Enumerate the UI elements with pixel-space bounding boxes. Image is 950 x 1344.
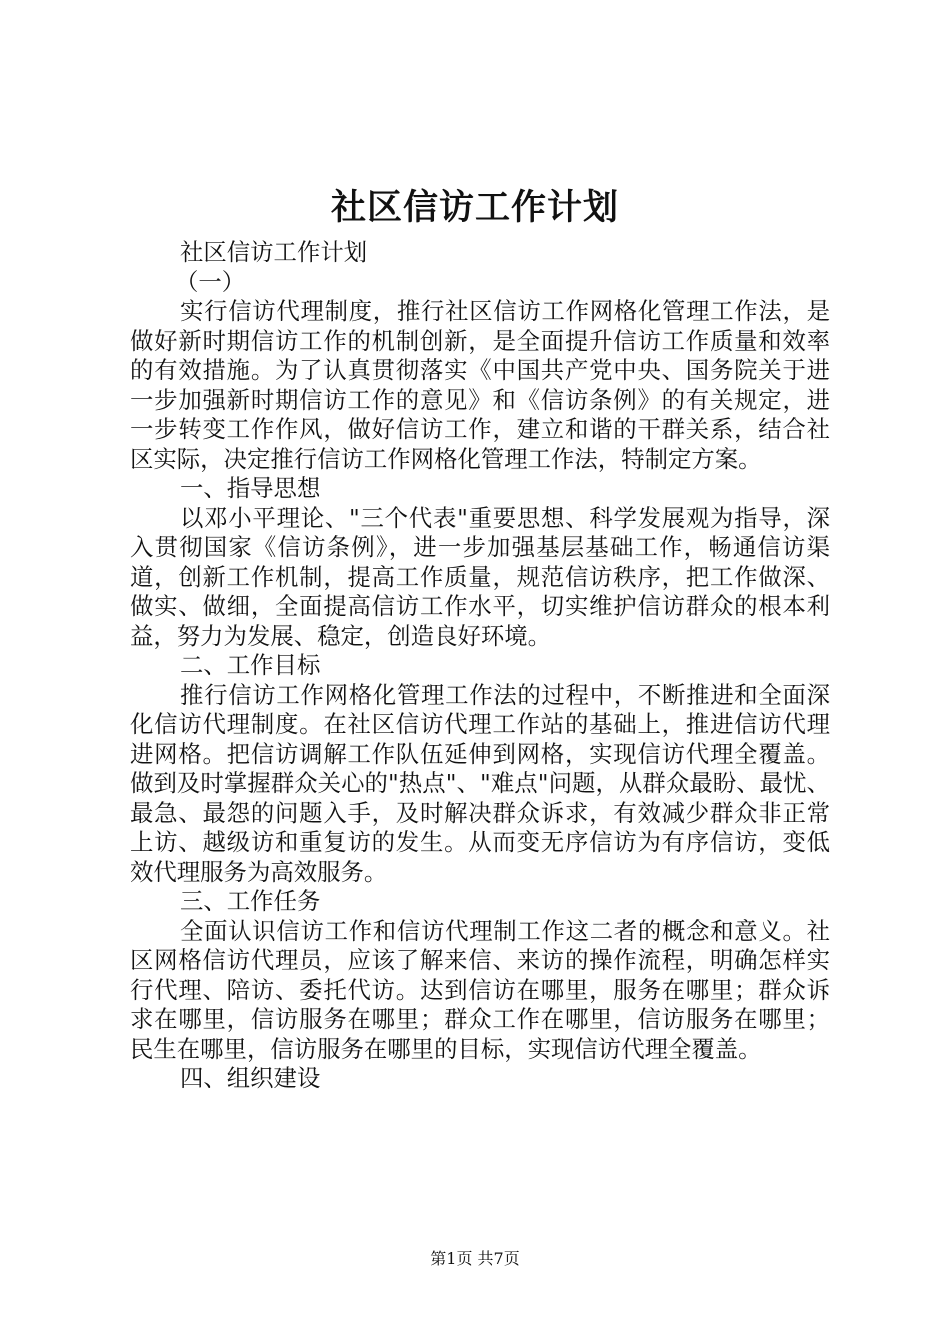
document-body	[130, 238, 830, 1094]
document-subtitle: 社区信访工作计划	[180, 238, 368, 266]
page-footer: 第1页 共7页	[430, 1249, 520, 1268]
document-title: 社区信访工作计划	[330, 187, 619, 228]
paragraph-work-tasks: 全面认识信访工作和信访代理制工作这二者的概念和意义。社区网格信访代理员，应该了解来信、来访的操作流程，明确怎样实行代理、陪访、委托代访。达到信访在哪里，服务在哪里；群众诉求在哪里，信访服务在哪里；群众工作在哪里，信访服务在哪里；民生在哪里，信访服务在哪里的目标，实现信访代理全覆盖。	[130, 916, 830, 1063]
heading-guiding-ideology: 一、指导思想	[180, 474, 321, 502]
heading-organization: 四、组织建设	[180, 1064, 321, 1092]
paragraph-work-goals: 推行信访工作网格化管理工作法的过程中，不断推进和全面深化信访代理制度。在社区信访代理工作站的基础上，推进信访代理进网格。把信访调解工作队伍延伸到网格，实现信访代理全覆盖。做到及时掌握群众关心的"热点"、"难点"问题，从群众最盼、最忧、最急、最怨的问题入手，及时解决群众诉求，有效减少群众非正常上访、越级访和重复访的发生。从而变无序信访为有序信访，变低效代理服务为高效服务。	[130, 680, 830, 886]
intro-paragraph: 实行信访代理制度，推行社区信访工作网格化管理工作法，是做好新时期信访工作的机制创新，是全面提升信访工作质量和效率的有效措施。为了认真贯彻落实《中国共产党中央、国务院关于进一步加强新时期信访工作的意见》和《信访条例》的有关规定，进一步转变工作作风，做好信访工作，建立和谐的干群关系，结合社区实际，决定推行信访工作网格化管理工作法，特制定方案。	[130, 297, 830, 473]
heading-work-tasks: 三、工作任务	[180, 887, 321, 915]
heading-work-goals: 二、工作目标	[180, 651, 321, 679]
section-marker: （一）	[175, 267, 246, 296]
paragraph-guiding-ideology: 以邓小平理论、"三个代表"重要思想、科学发展观为指导，深入贯彻国家《信访条例》，进一步加强基层基础工作，畅通信访渠道，创新工作机制，提高工作质量，规范信访秩序，把工作做深、做实、做细，全面提高信访工作水平，切实维护信访群众的根本利益，努力为发展、稳定，创造良好环境。	[130, 503, 830, 650]
